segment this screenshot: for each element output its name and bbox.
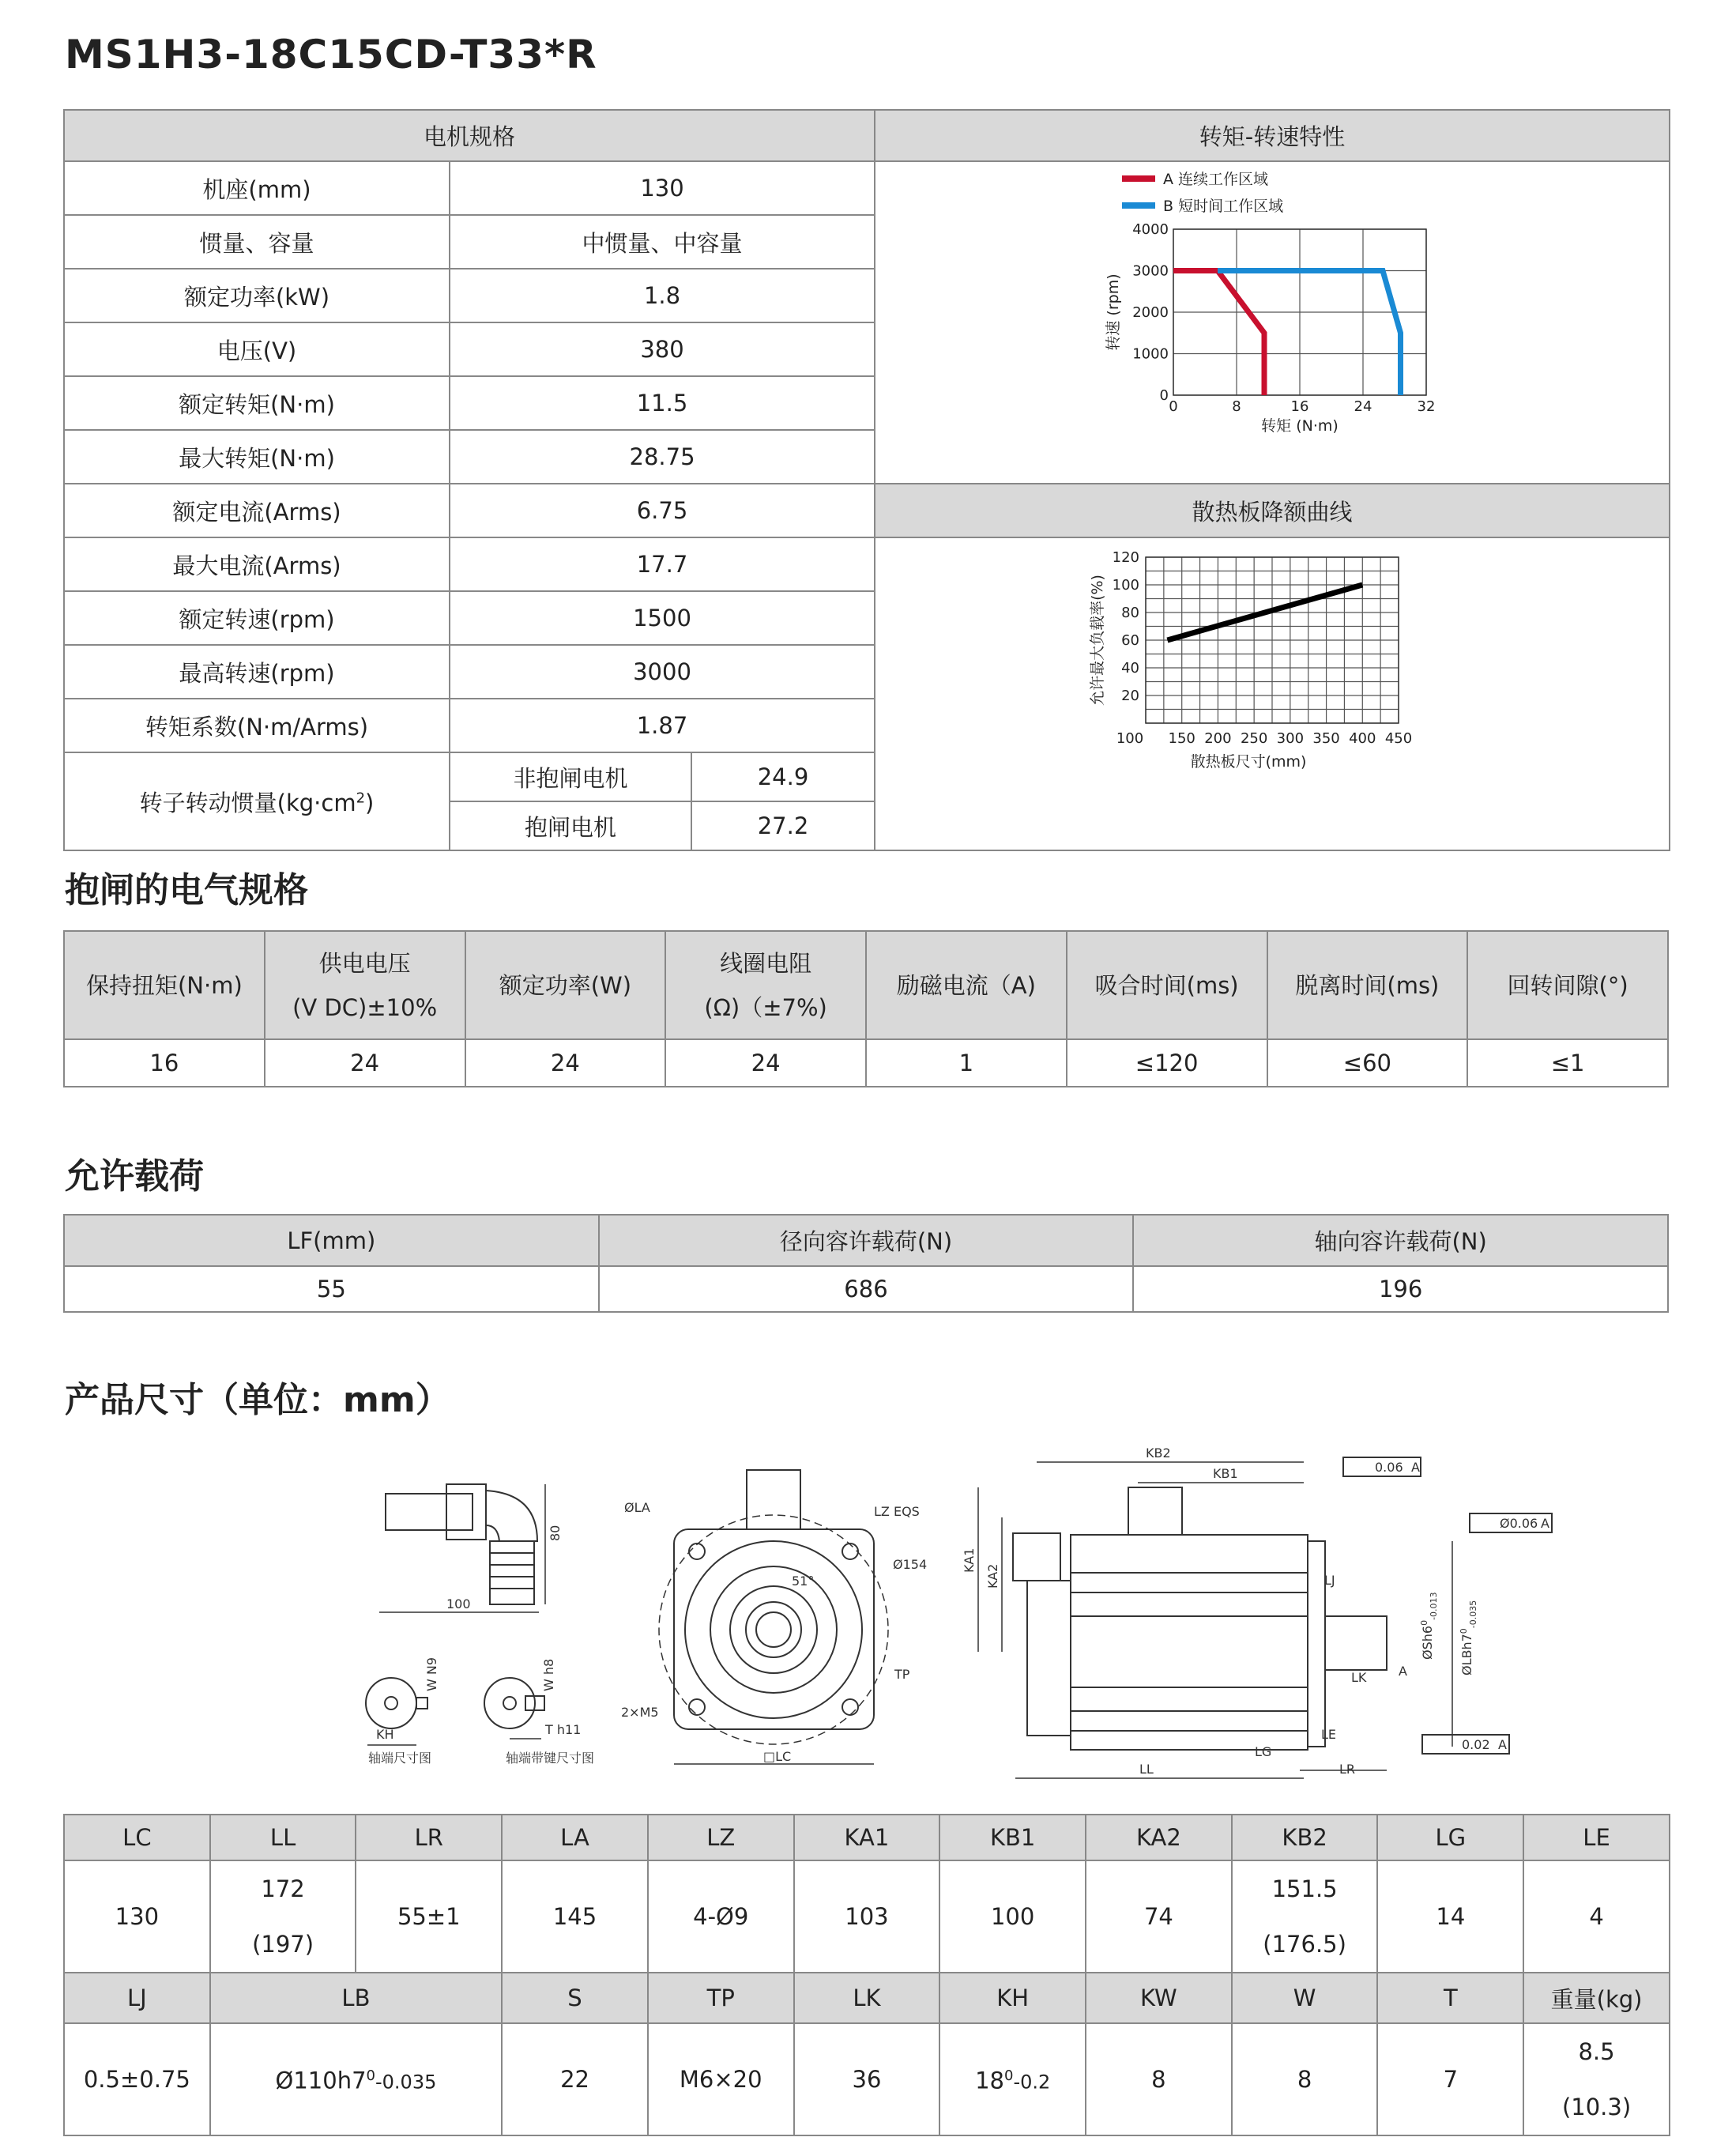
tol-3: 0.02 <box>1462 1737 1490 1752</box>
brake-value: 24 <box>665 1039 866 1087</box>
chart2-xtick: 300 <box>1276 730 1305 747</box>
brake-value: 16 <box>64 1039 265 1087</box>
chart2-xtick: 200 <box>1204 730 1232 747</box>
dim-80: 80 <box>548 1525 563 1541</box>
dim-lbh7: $ØLBh7^0_{-0.035}$ <box>1459 1600 1478 1675</box>
chart1-ytick: 4000 <box>1132 221 1169 238</box>
dim-kb1: KB1 <box>1213 1466 1238 1481</box>
dims-value: 8.5 (10.3) <box>1523 2023 1670 2135</box>
rear-cover <box>1027 1581 1071 1736</box>
dims-header: LA <box>502 1815 648 1860</box>
dims-header: LK <box>794 1973 940 2023</box>
shaft-label-2: 轴端带键尺寸图 <box>506 1751 595 1766</box>
chart2-ytick: 100 <box>1112 577 1139 594</box>
load-header: 径向容许载荷(N) <box>599 1215 1134 1266</box>
dims-value: 8 <box>1232 2023 1378 2135</box>
chart1-series-line <box>1173 271 1264 396</box>
dim-lr: LR <box>1339 1762 1356 1777</box>
connector-body <box>490 1541 534 1604</box>
dims-value: 151.5 (176.5) <box>1232 1860 1378 1973</box>
dim-ll: LL <box>1139 1762 1154 1777</box>
chart1-legend-label: A 连续工作区域 <box>1163 171 1269 188</box>
dims-header: LZ <box>648 1815 794 1860</box>
dim-100: 100 <box>446 1596 471 1611</box>
chart1-ylabel: 转速 (rpm) <box>1105 273 1122 351</box>
chart2-xtick: 250 <box>1240 730 1268 747</box>
dims-value: $18^0-0.2$ <box>939 2023 1086 2135</box>
dim-tp: TP <box>894 1667 910 1682</box>
side-shaft <box>1325 1616 1387 1670</box>
chart1-xtick: 0 <box>1169 398 1178 415</box>
page-title: MS1H3-18C15CD-T33*R <box>65 32 597 77</box>
dims-value: 145 <box>502 1860 648 1973</box>
load-table <box>63 1214 1669 1313</box>
tol-1: 0.06 <box>1375 1460 1403 1475</box>
dims-header: LR <box>356 1815 502 1860</box>
side-encoder-connector <box>1013 1533 1060 1581</box>
brake-value: 24 <box>265 1039 465 1087</box>
load-header: LF(mm) <box>64 1215 599 1266</box>
spec-value: 3000 <box>450 645 875 699</box>
connector-elbow <box>486 1491 537 1541</box>
spec-label: 转矩系数(N·m/Arms) <box>64 699 450 752</box>
dim-lg: LG <box>1255 1744 1272 1759</box>
dims-value: 36 <box>794 2023 940 2135</box>
dim-thj11: T h11 <box>545 1722 582 1737</box>
chart2-xlabel: 散热板尺寸(mm) <box>1190 753 1307 771</box>
dim-m5: 2×M5 <box>621 1705 659 1720</box>
chart2-header: 散热板降额曲线 <box>875 484 1670 537</box>
chart2-ytick: 80 <box>1121 605 1139 621</box>
spec-label: 机座(mm) <box>64 161 450 215</box>
chart2-ytick: 40 <box>1121 660 1139 677</box>
inertia-value: 27.2 <box>691 801 875 850</box>
dim-sh6: $ØSh6^0_{-0.013}$ <box>1419 1592 1439 1660</box>
spec-label: 最大转矩(N·m) <box>64 430 450 484</box>
spec-value: 130 <box>450 161 875 215</box>
dims-header: S <box>502 1973 648 2023</box>
load-value: 55 <box>64 1266 599 1312</box>
shaft-label-1: 轴端尺寸图 <box>368 1751 432 1766</box>
connector-nut <box>446 1484 486 1540</box>
dim-lj: LJ <box>1324 1573 1335 1588</box>
chart2-ytick: 20 <box>1121 688 1139 704</box>
dims-header: 重量(kg) <box>1523 1973 1670 2023</box>
dim-ka1: KA1 <box>962 1547 977 1573</box>
dims-header: KH <box>939 1973 1086 2023</box>
spec-value: 1.87 <box>450 699 875 752</box>
connector-cable <box>386 1494 473 1530</box>
datum-4: A <box>1498 1737 1507 1752</box>
datum-3: A <box>1399 1664 1407 1679</box>
dims-value: 74 <box>1086 1860 1232 1973</box>
dims-table <box>63 1814 1670 2136</box>
dim-wn9: W N9 <box>424 1657 439 1691</box>
dims-value: $Ø110h7^0-0.035$ <box>210 2023 502 2135</box>
chart2-ytick: 60 <box>1121 632 1139 649</box>
chart1-ytick: 0 <box>1159 387 1169 404</box>
chart2-xtick: 450 <box>1384 730 1413 747</box>
dim-kb2: KB2 <box>1146 1446 1171 1461</box>
inertia-type: 抱闸电机 <box>450 801 691 850</box>
spec-label: 额定电流(Arms) <box>64 484 450 537</box>
chart2-xtick: 100 <box>1116 730 1144 747</box>
front-connector <box>747 1470 800 1529</box>
dim-angle: 51° <box>792 1574 815 1589</box>
dims-header: T <box>1377 1973 1523 2023</box>
dims-header: KA1 <box>794 1815 940 1860</box>
tol-2: Ø0.06 <box>1500 1516 1538 1531</box>
chart2-ylabel: 允许最大负载率(%) <box>1089 575 1106 706</box>
side-power-connector <box>1128 1487 1182 1535</box>
spec-value: 1500 <box>450 591 875 645</box>
brake-header: 保持扭矩(N·m) <box>64 931 265 1039</box>
dim-lc: □LC <box>763 1749 792 1764</box>
chart1-legend-label: B 短时间工作区域 <box>1163 198 1284 215</box>
spec-value: 中惯量、中容量 <box>450 215 875 269</box>
brake-header: 励磁电流（A) <box>866 931 1067 1039</box>
dims-value: 8 <box>1086 2023 1232 2135</box>
spec-label: 最高转速(rpm) <box>64 645 450 699</box>
dims-header: LG <box>1377 1815 1523 1860</box>
inertia-label: 转子转动惯量$(kg\cdot cm^2)$ <box>64 752 450 850</box>
chart2-ytick: 120 <box>1112 549 1139 566</box>
dim-lz: LZ EQS <box>874 1504 920 1519</box>
dims-header: KB2 <box>1232 1815 1378 1860</box>
spec-value: 380 <box>450 322 875 376</box>
chart1-ytick: 3000 <box>1132 262 1169 280</box>
brake-header: 线圈电阻 (Ω)（±7%) <box>665 931 866 1039</box>
dims-value: 100 <box>939 1860 1086 1973</box>
dimension-drawing <box>0 1423 1732 1802</box>
dims-header: KB1 <box>939 1815 1086 1860</box>
dim-la: ØLA <box>624 1500 650 1515</box>
dims-heading: 产品尺寸（单位：mm） <box>65 1380 450 1420</box>
dims-header: LB <box>210 1973 502 2023</box>
dims-value: 4-Ø9 <box>648 1860 794 1973</box>
spec-label: 额定功率(kW) <box>64 269 450 322</box>
dims-value: 130 <box>64 1860 210 1973</box>
dims-header: TP <box>648 1973 794 2023</box>
brake-header: 吸合时间(ms) <box>1067 931 1267 1039</box>
dims-value: 22 <box>502 2023 648 2135</box>
dims-value: 103 <box>794 1860 940 1973</box>
dims-value: 0.5±0.75 <box>64 2023 210 2135</box>
spec-label: 额定转速(rpm) <box>64 591 450 645</box>
dims-value: M6×20 <box>648 2023 794 2135</box>
spec-row <box>64 484 1670 537</box>
spec-value: 17.7 <box>450 537 875 591</box>
torque-speed-chart <box>1082 162 1446 447</box>
chart1-ytick: 1000 <box>1132 345 1169 363</box>
derating-chart <box>1082 541 1470 778</box>
motor-body <box>1071 1535 1308 1750</box>
dims-header: KA2 <box>1086 1815 1232 1860</box>
chart2-xtick: 150 <box>1168 730 1195 747</box>
dim-lk: LK <box>1351 1670 1367 1685</box>
spec-label: 额定转矩(N·m) <box>64 376 450 430</box>
brake-value: 1 <box>866 1039 1067 1087</box>
chart1-xtick: 16 <box>1290 398 1309 415</box>
spec-label: 最大电流(Arms) <box>64 537 450 591</box>
dims-value: 55±1 <box>356 1860 502 1973</box>
chart1-xtick: 8 <box>1232 398 1241 415</box>
dims-value: 7 <box>1377 2023 1523 2135</box>
side-flange <box>1308 1541 1325 1747</box>
brake-header: 额定功率(W) <box>465 931 666 1039</box>
load-header: 轴向容许载荷(N) <box>1133 1215 1668 1266</box>
chart1-ytick: 2000 <box>1132 304 1169 321</box>
dim-ka2: KA2 <box>985 1563 1000 1589</box>
brake-value: ≤60 <box>1267 1039 1468 1087</box>
brake-value: 24 <box>465 1039 666 1087</box>
chart2-xtick: 400 <box>1349 730 1376 747</box>
chart1-series-line <box>1218 271 1401 396</box>
dims-header: LL <box>210 1815 356 1860</box>
spec-value: 28.75 <box>450 430 875 484</box>
chart1-header: 转矩-转速特性 <box>875 110 1670 161</box>
dim-d154: Ø154 <box>893 1557 928 1572</box>
inertia-type: 非抱闸电机 <box>450 752 691 801</box>
load-value: 196 <box>1133 1266 1668 1312</box>
dims-value: 14 <box>1377 1860 1523 1973</box>
load-value: 686 <box>599 1266 1134 1312</box>
spec-header: 电机规格 <box>64 110 875 161</box>
brake-value: ≤120 <box>1067 1039 1267 1087</box>
dim-le: LE <box>1321 1727 1337 1742</box>
dim-kh: KH <box>376 1727 394 1742</box>
spec-label: 电压(V) <box>64 322 450 376</box>
chart1-xtick: 24 <box>1354 398 1372 415</box>
brake-header: 脱离时间(ms) <box>1267 931 1468 1039</box>
dim-wh8: W h8 <box>541 1658 556 1691</box>
brake-value: ≤1 <box>1467 1039 1668 1087</box>
dims-header: W <box>1232 1973 1378 2023</box>
brake-heading: 抱闸的电气规格 <box>65 870 308 910</box>
dims-header: LJ <box>64 1973 210 2023</box>
dims-header: KW <box>1086 1973 1232 2023</box>
spec-value: 11.5 <box>450 376 875 430</box>
dims-value: 4 <box>1523 1860 1670 1973</box>
dims-header: LE <box>1523 1815 1670 1860</box>
dims-value: 172 (197) <box>210 1860 356 1973</box>
flange-outline <box>674 1529 874 1729</box>
spec-value: 6.75 <box>450 484 875 537</box>
brake-header: 回转间隙(°) <box>1467 931 1668 1039</box>
chart2-xtick: 350 <box>1312 730 1340 747</box>
brake-table <box>63 930 1669 1087</box>
spec-label: 惯量、容量 <box>64 215 450 269</box>
chart1-xlabel: 转矩 (N·m) <box>1261 417 1339 435</box>
datum-2: A <box>1541 1516 1549 1531</box>
dims-header: LC <box>64 1815 210 1860</box>
brake-header: 供电电压 (V DC)±10% <box>265 931 465 1039</box>
chart1-xtick: 32 <box>1417 398 1436 415</box>
load-heading: 允许载荷 <box>65 1156 204 1197</box>
datum-1: A <box>1411 1460 1420 1475</box>
inertia-value: 24.9 <box>691 752 875 801</box>
spec-value: 1.8 <box>450 269 875 322</box>
